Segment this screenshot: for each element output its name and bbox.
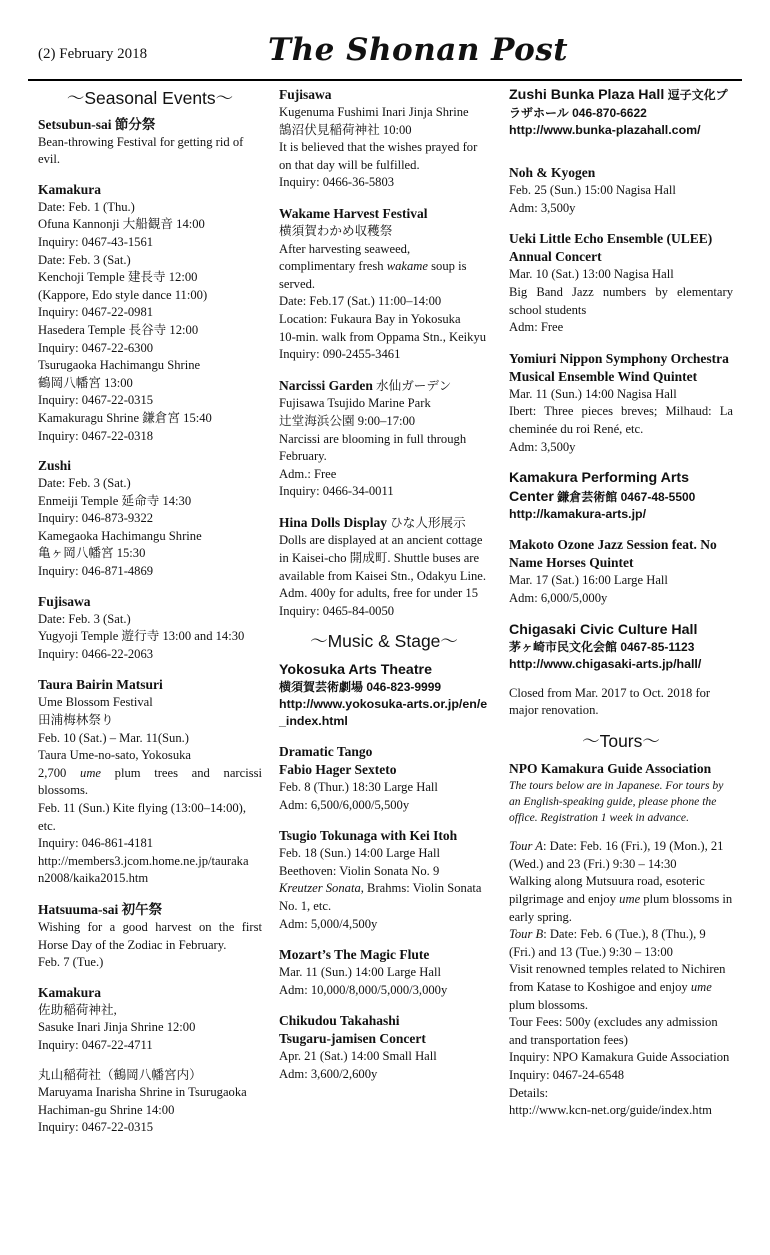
venue-phone: 鎌倉芸術館 0467-48-5500 <box>553 489 696 504</box>
list-line: Date: Feb. 3 (Sat.) <box>38 476 131 491</box>
event-yomiuri <box>509 350 733 456</box>
event-line: Mar. 10 (Sat.) 13:00 Nagisa Hall <box>509 267 674 282</box>
event-line: Mar. 11 (Sun.) 14:00 Nagisa Hall <box>509 386 677 401</box>
event-line: Adm: 5,000/4,500y <box>279 916 378 931</box>
event-line: Beethoven: Violin Sonata No. 9 <box>279 863 440 878</box>
masthead-title: The Shonan Post <box>268 32 569 68</box>
text: plum trees and narcissi blossoms. <box>38 765 262 798</box>
event-line: Ume Blossom Festival <box>38 695 153 710</box>
tour-note: The tours below are in Japanese. For tours by an English-speaking guide, please phone the office. Registration 1 week in advance. <box>509 779 724 825</box>
list-line: 丸山稲荷社（鶴岡八幡宮内） <box>38 1067 202 1082</box>
location-label: Kamakura <box>38 181 102 197</box>
event-line: 鵠沼伏見稲荷神社 10:00 <box>279 122 412 137</box>
event-line: Mar. 11 (Sun.) 14:00 Large Hall <box>279 965 441 980</box>
event-line <box>38 765 262 800</box>
event-line: Adm: 6,000/5,000y <box>509 590 608 605</box>
text: 2,700 <box>38 765 81 780</box>
event-line: Adm: 6,500/6,000/5,500y <box>279 797 410 812</box>
event-wakame <box>279 205 489 364</box>
event-tango <box>279 743 489 814</box>
venue-note: Closed from Mar. 2017 to Oct. 2018 for major renovation. <box>509 685 711 718</box>
event-line: Date: Feb.17 (Sat.) 11:00–14:00 <box>279 294 442 309</box>
event-title: Musical Ensemble Wind Quintet <box>509 368 698 384</box>
list-line: Maruyama Inarisha Shrine in Tsurugaoka Hachiman-gu Shrine 14:00 <box>38 1085 247 1117</box>
event-line: Location: Fukaura Bay in Yokosuka <box>279 311 461 326</box>
event-line <box>279 880 489 915</box>
list-line: Tsurugaoka Hachimangu Shrine <box>38 358 201 373</box>
event-magic-flute <box>279 946 489 999</box>
event-title: Dramatic Tango <box>279 744 373 760</box>
event-line: Big Band Jazz numbers by elementary school students <box>509 284 733 317</box>
tour-url[interactable]: http://www.kcn-net.org/guide/index.htm <box>509 1103 712 1118</box>
text: plum blossoms. <box>509 997 589 1012</box>
event-date: Feb. 7 (Tue.) <box>38 955 104 970</box>
event-url[interactable]: http://members3.jcom.home.ne.jp/tauraka n2008/kaika2015.htm <box>38 853 249 886</box>
list-line: Inquiry: 0467-22-0315 <box>38 393 154 408</box>
venue-url[interactable]: http://kamakura-arts.jp/ <box>509 507 647 522</box>
event-line: 辻堂海浜公園 9:00–17:00 <box>279 413 416 428</box>
hatsuuma-list <box>38 1002 262 1055</box>
spacer <box>509 673 733 685</box>
list-line: Ofuna Kannonji 大船観音 14:00 <box>38 217 205 232</box>
tour-label: Tour B <box>509 927 544 942</box>
list-line: Inquiry: 0467-22-4711 <box>38 1037 153 1052</box>
event-description: Bean-throwing Festival for getting rid of evil. <box>38 134 244 167</box>
list-line: Yugyoji Temple 遊行寺 13:00 and 14:30 <box>38 629 245 644</box>
spacer <box>38 581 262 593</box>
event-title: Tsugaru-jamisen Concert <box>279 1031 426 1047</box>
event-line: Inquiry: 0466-36-5803 <box>279 175 395 190</box>
event-title: Taura Bairin Matsuri <box>38 677 163 693</box>
italic-text: wakame <box>386 259 428 274</box>
italic-text: ume <box>80 765 101 780</box>
list-line: Inquiry: 0467-22-0981 <box>38 305 154 320</box>
event-line: Apr. 21 (Sat.) 14:00 Small Hall <box>279 1049 437 1064</box>
event-line: 10-min. walk from Oppama Stn., Keikyu <box>279 329 487 344</box>
event-description: Dolls are displayed at an ancient cottage in Kaisei-cho 開成町. Shuttle buses are available from Kaisei Stn., Odakyu Line. <box>279 533 487 583</box>
event-line: Inquiry: 046-861-4181 <box>38 836 154 851</box>
event-chikudou <box>279 1012 489 1083</box>
event-title: Ueki Little Echo Ensemble (ULEE) <box>509 231 713 247</box>
tour-inquiry: Inquiry: NPO Kamakura Guide Association <box>509 1050 730 1065</box>
list-line: Enmeiji Temple 延命寺 14:30 <box>38 493 192 508</box>
text: : Date: Feb. 6 (Tue.), 8 (Thu.), 9 (Fri.) and 13 (Tue.) 9:30 – 13:00 <box>509 927 706 959</box>
venue-url[interactable]: http://www.chigasaki-arts.jp/hall/ <box>509 656 702 671</box>
list-line: Inquiry: 0466-22-2063 <box>38 646 154 661</box>
venue-name-row <box>509 86 733 122</box>
venue-phone: 茅ヶ崎市民文化会館 0467-85-1123 <box>509 639 695 654</box>
event-line: Inquiry: 0466-34-0011 <box>279 484 394 499</box>
list-line: Inquiry: 046-873-9322 <box>38 511 154 526</box>
event-line: Feb. 10 (Sat.) – Mar. 11(Sun.) <box>38 730 189 745</box>
event-title: Wakame Harvest Festival <box>279 205 428 221</box>
list-line: Inquiry: 0467-22-0318 <box>38 428 154 443</box>
event-title: Fujisawa <box>279 87 332 102</box>
header-rule <box>28 79 742 81</box>
page-header <box>0 0 770 90</box>
tour-a-desc <box>509 873 733 926</box>
venue-name: Yokosuka Arts Theatre <box>279 662 432 679</box>
event-hina-dolls <box>279 514 489 621</box>
italic-text: ume <box>619 892 641 907</box>
event-line: Mar. 17 (Sat.) 16:00 Large Hall <box>509 573 668 588</box>
venue-zushi-bunka <box>509 86 733 139</box>
venue-url[interactable]: http://www.yokosuka-arts.or.jp/en/e_index.html <box>279 697 488 729</box>
list-line: Kamakuragu Shrine 鎌倉宮 15:40 <box>38 410 212 425</box>
tour-details-label: Details: <box>509 1085 549 1100</box>
tour-inquiry-phone: Inquiry: 0467-24-6548 <box>509 1068 625 1082</box>
event-line: Kugenuma Fushimi Inari Jinja Shrine <box>279 105 469 119</box>
event-jp-title: 水仙ガーデン <box>372 378 452 393</box>
event-title: Noh & Kyogen <box>509 165 596 181</box>
event-line: Narcissi are blooming in full through February. <box>279 431 467 464</box>
venue-url[interactable]: http://www.bunka-plazahall.com/ <box>509 123 701 138</box>
event-narcissi <box>279 377 489 501</box>
list-line: (Kappore, Edo style dance 11:00) <box>38 287 208 302</box>
event-line: Inquiry: 0465-84-0050 <box>279 603 395 618</box>
venue-phone: 逗子文化プラザホール 046-870-6622 <box>509 88 728 120</box>
venue-phone: 横須賀芸術劇場 046-823-9999 <box>279 680 442 695</box>
location-label: Kamakura <box>38 984 102 1000</box>
event-description <box>279 241 489 294</box>
venue-chigasaki <box>509 621 733 720</box>
event-title: NPO Kamakura Guide Association <box>509 761 712 777</box>
italic-text: Kreutzer Sonata <box>279 881 361 896</box>
list-line: Inquiry: 0467-43-1561 <box>38 234 154 249</box>
tour-label: Tour A <box>509 839 543 854</box>
event-line: 田浦梅林祭り <box>38 713 114 728</box>
spacer <box>38 1055 262 1067</box>
column-seasonal-events <box>38 86 262 1150</box>
text: : Date: Feb. 16 (Fri.), 19 (Mon.), 21 (Wed.) and 23 (Fri.) 9:30 – 14:30 <box>509 839 724 871</box>
list-line: Kamegaoka Hachimangu Shrine <box>38 528 202 543</box>
event-fujisawa-inari <box>279 86 489 192</box>
list-line: Kenchoji Temple 建長寺 12:00 <box>38 270 198 285</box>
spacer <box>38 169 262 181</box>
venue-name: Chigasaki Civic Culture Hall <box>509 621 698 638</box>
event-line: Adm: 3,500y <box>509 439 576 454</box>
event-title: Hatsuuma-sai 初午祭 <box>38 901 163 917</box>
location-label: Fujisawa <box>38 593 91 609</box>
event-line: Adm. 400y for adults, free for under 15 <box>279 586 478 601</box>
list-line: Inquiry: 0467-22-6300 <box>38 340 154 355</box>
event-title: Makoto Ozone Jazz Session feat. No Name Horses Quintet <box>509 537 717 571</box>
event-line: Ibert: Three pieces breves; Milhaud: La cheminée du roi René, etc. <box>509 404 733 436</box>
event-title: Tsugio Tokunaga with Kei Itoh <box>279 828 458 844</box>
venue-name-row <box>509 469 733 506</box>
event-title-row <box>279 514 489 533</box>
event-description: Wishing for a good harvest on the first Horse Day of the Zodiac in February. <box>38 919 262 952</box>
text: Visit renowned temples related to Nichiren from Katase to Koshigoe and enjoy <box>509 962 726 995</box>
event-title: Fabio Hager Sexteto <box>279 762 397 778</box>
event-taura <box>38 676 262 888</box>
event-title: Chikudou Takahashi <box>279 1013 400 1029</box>
section-heading-tours: ～Tours～ <box>582 730 660 751</box>
list-line: 佐助稲荷神社, <box>38 1002 117 1017</box>
event-ulee <box>509 230 733 336</box>
spacer <box>38 972 262 984</box>
list-line: Date: Feb. 3 (Sat.) <box>38 252 131 267</box>
event-line: Feb. 25 (Sun.) 15:00 Nagisa Hall <box>509 183 676 198</box>
text: soup is served. <box>279 259 467 291</box>
list-line: Inquiry: 0467-22-0315 <box>38 1120 154 1135</box>
venue-yokosuka-arts <box>279 661 489 730</box>
event-title: Mozart’s The Magic Flute <box>279 947 430 963</box>
location-label: Zushi <box>38 458 72 474</box>
event-jp-title: ひな人形展示 <box>387 515 466 530</box>
event-jp-title: 横須賀わかめ収穫祭 <box>279 223 393 238</box>
event-title: Setsubun-sai 節分祭 <box>38 116 156 132</box>
italic-text: ume <box>690 980 712 995</box>
event-line: Adm: 10,000/8,000/5,000/3,000y <box>279 982 448 997</box>
event-title: Annual Concert <box>509 249 602 265</box>
event-title: Hina Dolls Display <box>279 514 388 530</box>
event-line: Feb. 11 (Sun.) Kite flying (13:00–14:00), etc. <box>38 801 247 833</box>
list-line: Sasuke Inari Jinja Shrine 12:00 <box>38 1020 196 1035</box>
spacer <box>38 445 262 457</box>
column-middle <box>279 86 489 1097</box>
venue-name: Kamakura Performing Arts Center <box>509 470 690 505</box>
venue-kamakura-pac <box>509 469 733 523</box>
tour-b-desc <box>509 961 733 1014</box>
list-line: Hasedera Temple 長谷寺 12:00 <box>38 322 199 337</box>
text: After harvesting seaweed, complimentary fresh <box>279 241 411 274</box>
event-line: Adm: 3,600/2,600y <box>279 1066 378 1081</box>
section-heading-music-stage: ～Music & Stage～ <box>310 631 458 652</box>
tour-a-date <box>509 838 733 873</box>
event-line: Adm: 3,500y <box>509 200 576 215</box>
event-title: Yomiuri Nippon Symphony Orchestra <box>509 350 729 366</box>
event-ozone <box>509 536 733 607</box>
event-hatsuuma <box>38 901 262 1137</box>
event-line: Taura Ume-no-sato, Yokosuka <box>38 748 192 763</box>
event-tokunaga <box>279 827 489 933</box>
list-line: Date: Feb. 3 (Sat.) <box>38 611 131 626</box>
spacer <box>509 826 733 838</box>
event-line: It is believed that the wishes prayed for on that day will be fulfilled. <box>279 140 478 172</box>
event-title-row <box>279 377 489 396</box>
tour-npo-kamakura <box>509 760 733 1120</box>
fujisawa-list <box>38 611 262 664</box>
event-line: Feb. 8 (Thur.) 18:30 Large Hall <box>279 780 438 795</box>
event-line: Adm.: Free <box>279 466 337 481</box>
column-right <box>509 86 733 1133</box>
spacer <box>509 152 733 164</box>
list-line: Date: Feb. 1 (Thu.) <box>38 199 135 214</box>
event-line: Feb. 18 (Sun.) 14:00 Large Hall <box>279 846 441 861</box>
event-setsubun <box>38 116 262 664</box>
text: plum blossoms in early spring. <box>509 892 733 924</box>
section-heading-seasonal-events: ～Seasonal Events～ <box>66 88 234 108</box>
text: Walking along Mutsuura road, esoteric pilgrimage and enjoy <box>509 874 705 907</box>
issue-date: (2) February 2018 <box>38 46 148 62</box>
event-line: Fujisawa Tsujido Marine Park <box>279 396 431 411</box>
event-line: Adm: Free <box>509 320 564 335</box>
text: , Brahms: Violin Sonata No. 1, etc. <box>279 881 482 913</box>
hatsuuma-list-2 <box>38 1067 262 1137</box>
venue-name: Zushi Bunka Plaza Hall <box>509 87 665 103</box>
tour-b-date <box>509 926 733 961</box>
event-line: Inquiry: 090-2455-3461 <box>279 347 401 362</box>
list-line: 鶴岡八幡宮 13:00 <box>38 375 133 390</box>
zushi-list <box>38 475 262 581</box>
list-line: 亀ヶ岡八幡宮 15:30 <box>38 546 146 561</box>
kamakura-list <box>38 199 262 445</box>
list-line: Inquiry: 046-871-4869 <box>38 564 154 579</box>
event-noh <box>509 164 733 217</box>
event-title: Narcissi Garden <box>279 377 373 393</box>
tour-fees: Tour Fees: 500y (excludes any admission and transportation fees) <box>509 1015 718 1047</box>
